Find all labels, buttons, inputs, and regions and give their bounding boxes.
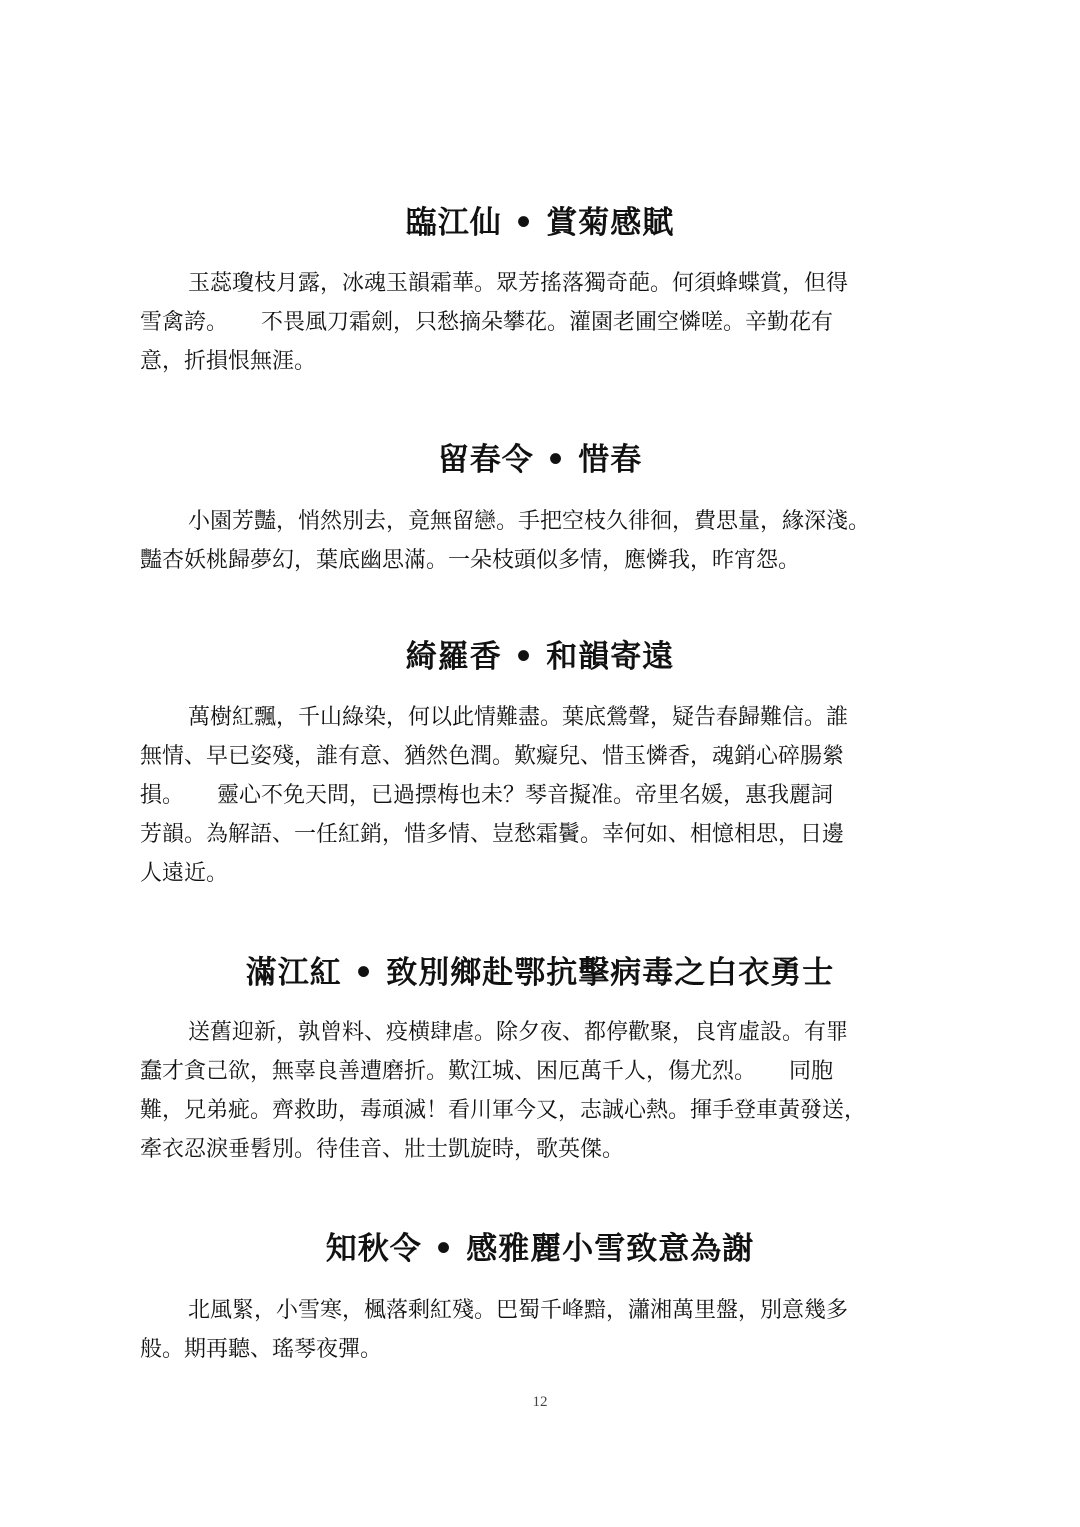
poem-3-title: 綺羅香 • 和韻寄遠 <box>405 639 675 675</box>
poem-3-line-1: 萬樹紅飄，千山綠染，何以此情難盡。葉底鶯聲，疑告春歸難信。誰 <box>188 705 849 730</box>
poem-3-line-4: 芳韻。為解語、一任紅銷，惜多情、豈愁霜鬢。幸何如、相憶相思，日邊 <box>140 822 845 847</box>
poem-1-body <box>140 264 960 381</box>
poem-4-line-2: 蠢才貪己欲，無辜良善遭磨折。歎江城、困厄萬千人，傷尤烈。 同胞 <box>140 1059 834 1084</box>
poem-2-line-2: 豔杏妖桃歸夢幻，葉底幽思滿。一朵枝頭似多情，應憐我，昨宵怨。 <box>140 548 801 573</box>
poem-1-line-3: 意，折損恨無涯。 <box>140 349 317 374</box>
poem-1-line-2: 雪禽誇。 不畏風刀霜劍，只愁摘朵攀花。灌園老圃空憐嗟。辛勤花有 <box>140 310 834 335</box>
poem-5-line-1: 北風緊，小雪寒，楓落剩紅殘。巴蜀千峰黯，瀟湘萬里盤，別意幾多 <box>188 1298 849 1323</box>
page-number: 12 <box>532 1394 548 1410</box>
poem-5-title: 知秋令 • 感雅麗小雪致意為謝 <box>325 1231 755 1267</box>
poem-4-line-3: 難，兄弟疵。齊救助，毒頑滅！看川軍今又，志誠心熱。揮手登車黃發送， <box>140 1098 867 1123</box>
poem-2-title: 留春令 • 惜春 <box>437 442 643 478</box>
poem-1-line-1: 玉蕊瓊枝月露，冰魂玉韻霜華。眾芳搖落獨奇葩。何須蜂蝶賞，但得 <box>188 271 849 296</box>
poem-4-body <box>140 1013 960 1169</box>
poem-4-line-1: 送舊迎新，孰曾料、疫横肆虐。除夕夜、都停歡聚，良宵虛設。有罪 <box>188 1020 849 1045</box>
poem-1-title: 臨江仙 • 賞菊感賦 <box>405 205 675 241</box>
poem-3-line-5: 人遠近。 <box>140 861 229 886</box>
poem-2-line-1: 小園芳豔，悄然別去，竟無留戀。手把空枝久徘徊，費思量，緣深淺。 <box>188 509 871 534</box>
poem-4-line-4: 牽衣忍淚垂髫別。待佳音、壯士凱旋時，歌英傑。 <box>140 1137 625 1162</box>
poem-5-line-2: 般。期再聽、瑤琴夜彈。 <box>140 1337 383 1362</box>
poem-3-line-3: 損。 靈心不免天問，已過摽梅也未？琴音擬准。帝里名媛，惠我麗詞 <box>140 783 834 808</box>
poem-4-title: 滿江紅 • 致別鄉赴鄂抗擊病毒之白衣勇士 <box>245 955 835 991</box>
poem-3-body <box>140 698 960 893</box>
poem-5-body <box>140 1291 960 1369</box>
poem-3-line-2: 無情、早已姿殘，誰有意、猶然色潤。歎癡兒、惜玉憐香，魂銷心碎腸縈 <box>140 744 845 769</box>
poem-2-body <box>140 502 960 580</box>
